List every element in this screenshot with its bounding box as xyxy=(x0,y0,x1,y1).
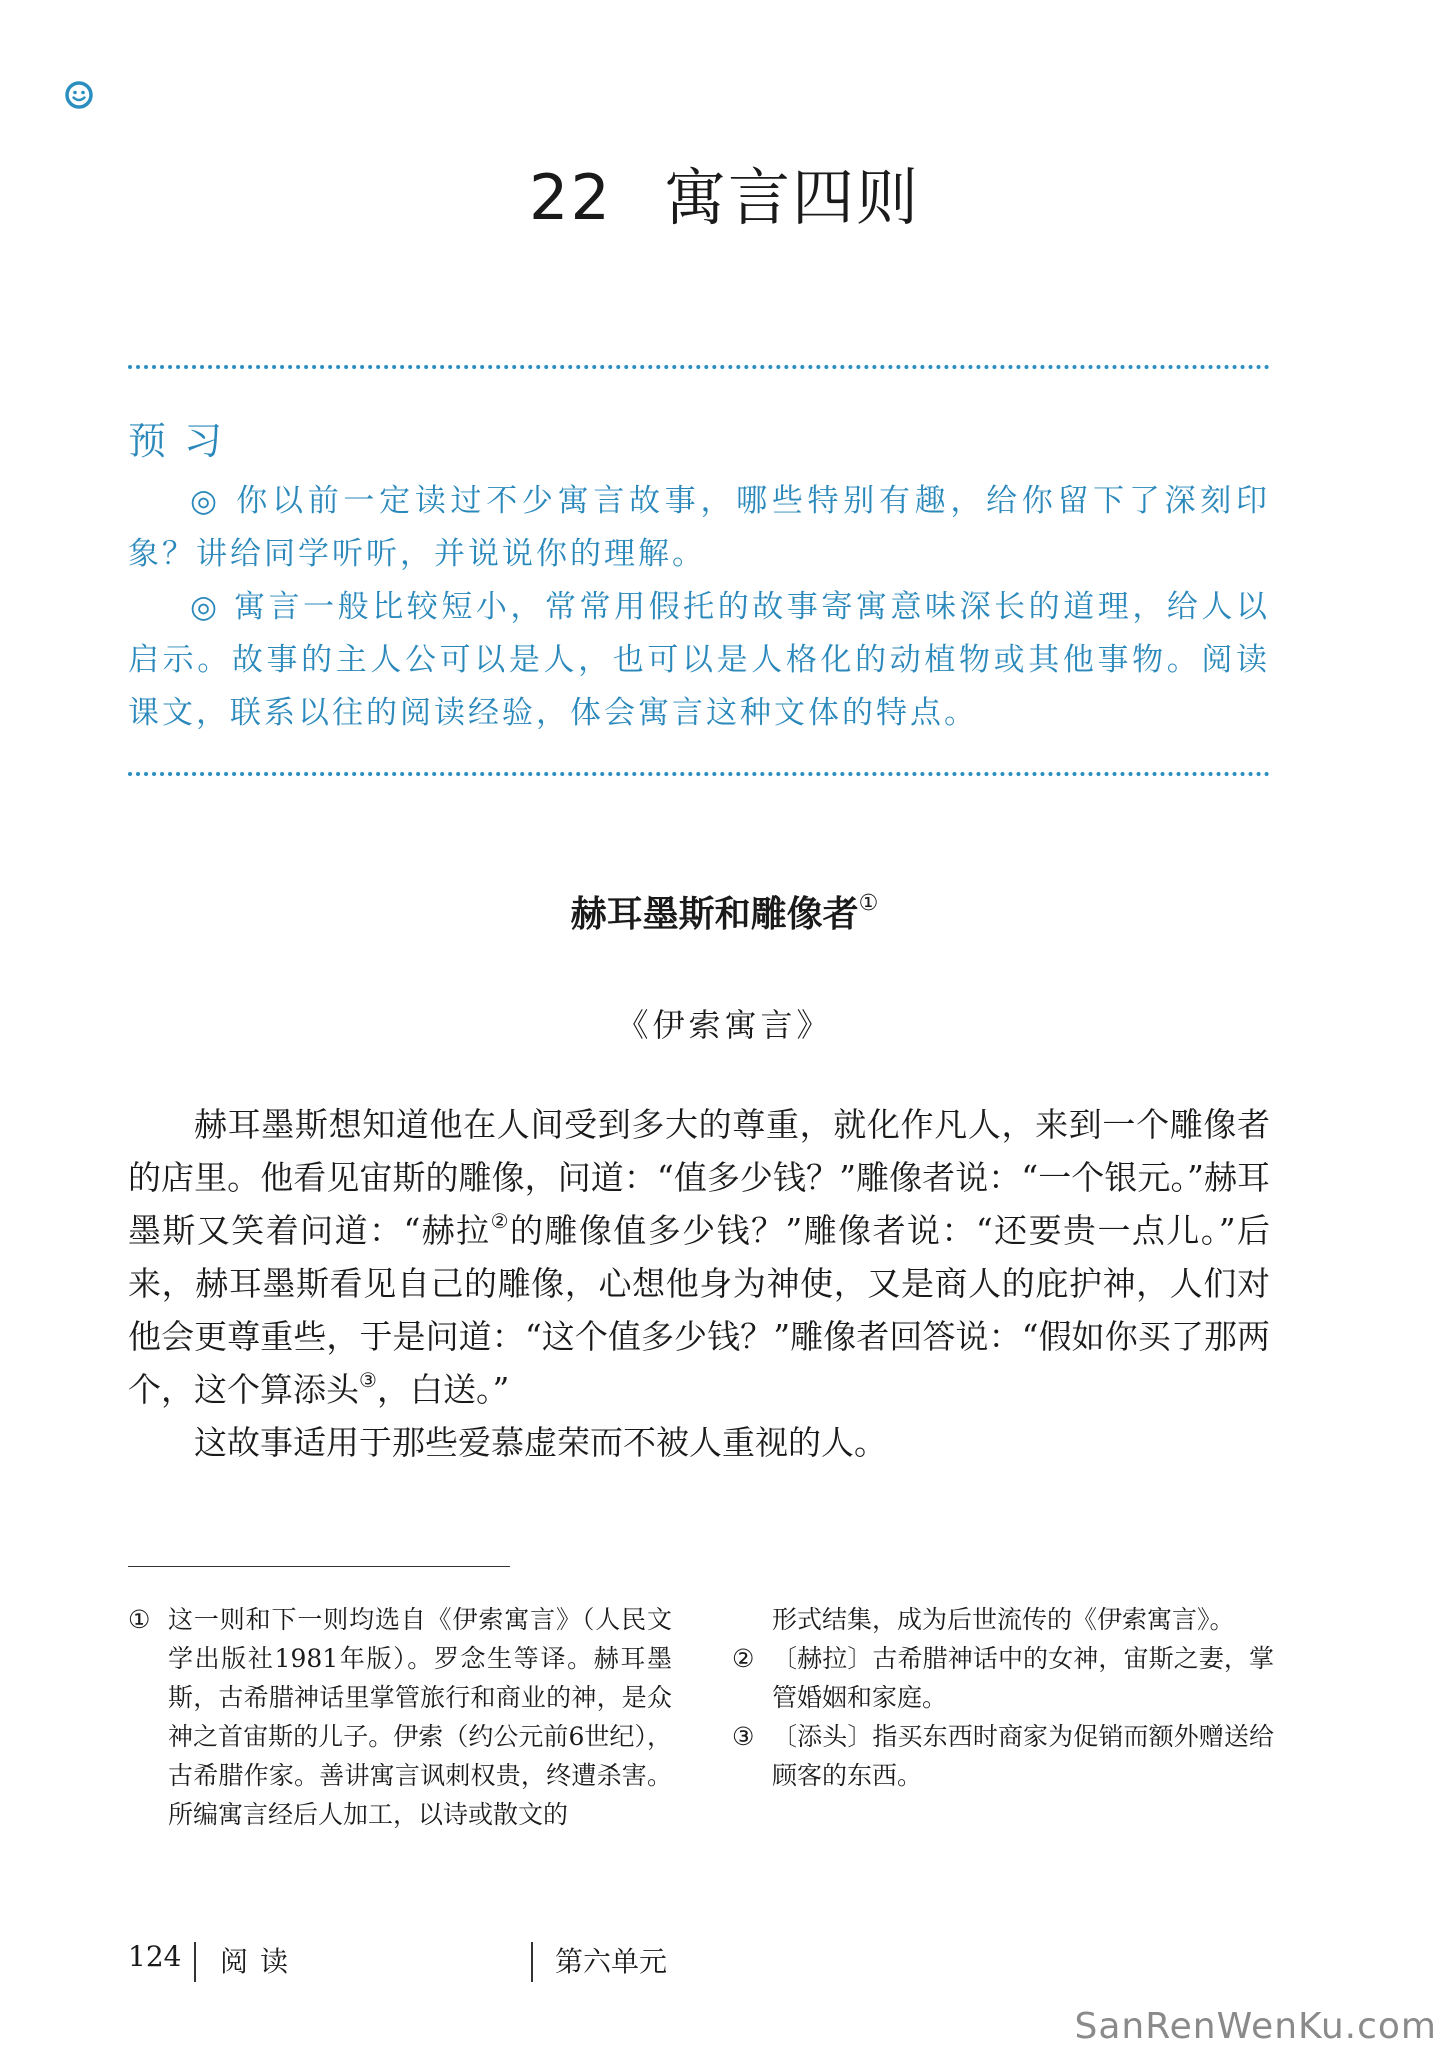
footnote-item xyxy=(128,1600,672,1834)
footer-separator xyxy=(531,1942,533,1982)
dotted-divider-bottom xyxy=(128,772,1270,776)
lesson-number: 22 xyxy=(529,161,612,234)
story-title-text: 赫耳墨斯和雕像者 xyxy=(570,894,859,935)
footnote-ref: ① xyxy=(858,891,879,916)
footnote-text: 〔添头〕指买东西时商家为促销而额外赠送给顾客的东西。 xyxy=(772,1722,1274,1790)
lesson-title xyxy=(0,148,1449,237)
story-paragraph xyxy=(128,1098,1270,1416)
footnote-item xyxy=(732,1639,1274,1717)
story-text: ，白送。” xyxy=(376,1370,510,1409)
story-body xyxy=(128,1098,1270,1469)
footer-unit: 第六单元 xyxy=(555,1945,668,1978)
lesson-name: 寓言四则 xyxy=(663,161,920,234)
footnote-continued: 形式结集，成为后世流传的《伊索寓言》。 xyxy=(772,1605,1235,1634)
footnote-number: ① xyxy=(128,1605,151,1634)
smiley-icon xyxy=(64,80,94,110)
footer-separator xyxy=(194,1942,196,1982)
story-text: 赫耳墨斯想知道他在人间受到多大的尊重，就化作凡人，来到一个雕像者的店里。他看见宙斯的雕像，问道：“值多少钱？”雕像者说：“一个银元。”赫耳墨斯又笑着问道：“赫拉 xyxy=(128,1105,1270,1250)
footnote-number: ② xyxy=(732,1644,755,1673)
footnote-ref: ③ xyxy=(359,1368,377,1392)
footnote-ref: ② xyxy=(490,1209,510,1233)
footnote-number: ③ xyxy=(732,1722,755,1751)
footnote-text: 〔赫拉〕古希腊神话中的女神，宙斯之妻，掌管婚姻和家庭。 xyxy=(772,1644,1274,1712)
footnotes-right-column xyxy=(732,1600,1274,1795)
footnote-item xyxy=(732,1717,1274,1795)
footnotes-left-column xyxy=(128,1600,672,1834)
page-number: 124 xyxy=(128,1940,182,1973)
preview-paragraph: ◎ 你以前一定读过不少寓言故事，哪些特别有趣，给你留下了深刻印象？讲给同学听听，并说说你的理解。 xyxy=(128,483,1270,572)
story-text: 的雕像值多少钱？”雕像者说：“还要贵一点儿。”后来，赫耳墨斯看见自己的雕像，心想他身为神使，又是商人的庇护神，人们对他会更尊重些，于是问道：“这个值多少钱？”雕像者回答说：“假如你买了那两个，这个算添头 xyxy=(128,1211,1270,1409)
story-source: 《伊索寓言》 xyxy=(616,1006,833,1044)
footnote-rule xyxy=(128,1566,510,1567)
preview-heading: 预习 xyxy=(128,419,241,463)
watermark: SanRenWenKu.com xyxy=(1074,2006,1437,2047)
story-title xyxy=(0,886,1449,937)
preview-paragraph: ◎ 寓言一般比较短小，常常用假托的故事寄寓意味深长的道理，给人以启示。故事的主人公可以是人，也可以是人格化的动植物或其他事物。阅读课文，联系以往的阅读经验，体会寓言这种文体的特点。 xyxy=(128,589,1270,731)
footer-section: 阅读 xyxy=(220,1945,301,1978)
dotted-divider-top xyxy=(128,365,1270,369)
story-paragraph: 这故事适用于那些爱慕虚荣而不被人重视的人。 xyxy=(194,1423,887,1462)
preview-box xyxy=(128,410,1270,740)
footnote-text: 这一则和下一则均选自《伊索寓言》（人民文学出版社1981年版）。罗念生等译。赫耳墨斯，古希腊神话里掌管旅行和商业的神，是众神之首宙斯的儿子。伊索（约公元前6世纪），古希腊作家。善讲寓言讽刺权贵，终遭杀害。所编寓言经后人加工，以诗或散文的 xyxy=(168,1605,672,1829)
